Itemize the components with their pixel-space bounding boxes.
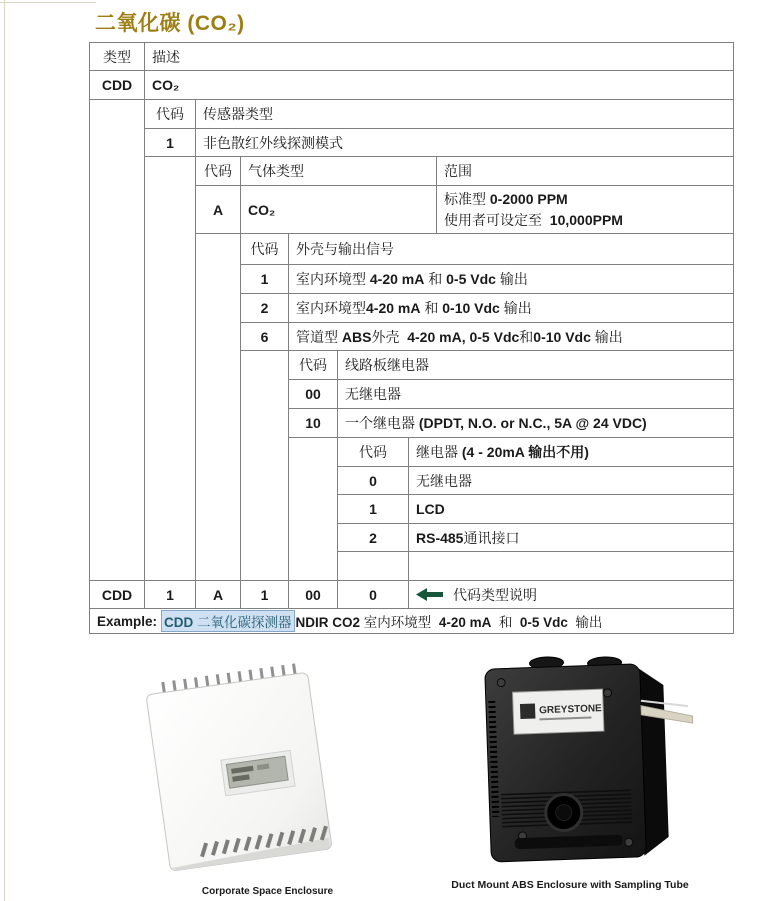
gas-label: 气体类型 <box>241 157 437 186</box>
spacer-col1 <box>90 100 145 581</box>
relay-opt-row-code: 2 <box>338 524 409 552</box>
board-relay-row-code: 10 <box>289 409 338 438</box>
range-header: 范围 <box>437 157 734 186</box>
range-line-1: 标准型 0-2000 PPM <box>444 191 568 207</box>
summary-code: 1 <box>145 581 196 609</box>
spacer-col3 <box>196 234 241 581</box>
relay-opt-code-header: 代码 <box>338 438 409 467</box>
summary-code: 00 <box>289 581 338 609</box>
summary-code: A <box>196 581 241 609</box>
spacer-row-desc <box>409 552 734 581</box>
col-header-desc: 描述 <box>145 43 734 71</box>
board-relay-row-code: 00 <box>289 380 338 409</box>
spacer-col4 <box>241 351 289 581</box>
enclosure-label: 外壳与输出信号 <box>289 234 734 265</box>
example-label: Example: <box>97 613 158 629</box>
relay-opt-row-desc: RS-485 通讯接口 <box>409 524 734 552</box>
spacer-col5 <box>289 438 338 581</box>
duct-enclosure-image <box>458 646 708 878</box>
gas-code-header: 代码 <box>196 157 241 186</box>
relay-opt-row-code: 0 <box>338 467 409 495</box>
board-relay-label: 线路板继电器 <box>338 351 734 380</box>
col-header-type: 类型 <box>90 43 145 71</box>
duct-enclosure-caption: Duct Mount ABS Enclosure with Sampling Tube <box>451 879 689 891</box>
gas-row-gas: CO₂ <box>241 186 437 234</box>
board-relay-row-desc: 一个继电器 (DPDT, N.O. or N.C., 5A @ 24 VDC) <box>338 409 734 438</box>
left-arrow-icon <box>416 588 443 601</box>
gas-row-code: A <box>196 186 241 234</box>
corporate-enclosure-caption: Corporate Space Enclosure <box>201 886 334 897</box>
relay-opt-row-code: 1 <box>338 495 409 524</box>
brand-text: GREYSTONE <box>538 703 602 717</box>
page-title: 二氧化碳 (CO₂) <box>95 12 245 35</box>
summary-code: CDD <box>90 581 145 609</box>
relay-opt-row-desc: LCD <box>409 495 734 524</box>
sensor-row-desc: 非色散红外线探测模式 <box>196 129 734 157</box>
summary-note-cell <box>409 581 734 609</box>
model-code: CDD <box>90 71 145 100</box>
example-highlight: CDD 二氧化碳探测器 <box>161 610 295 632</box>
gas-row-range <box>437 186 734 234</box>
summary-code: 0 <box>338 581 409 609</box>
spacer-col2 <box>145 157 196 581</box>
sensor-code-header: 代码 <box>145 100 196 129</box>
enclosure-row-code: 6 <box>241 323 289 351</box>
page-left-edge-line <box>4 0 5 901</box>
sensor-label: 传感器类型 <box>196 100 734 129</box>
enclosure-row-code: 2 <box>241 294 289 323</box>
sensor-row-code: 1 <box>145 129 196 157</box>
enclosure-row-code: 1 <box>241 265 289 294</box>
example-rest: NDIR CO2 室内环境型 4-20 mA 和 0-5 Vdc 输出 <box>295 615 603 630</box>
gas-port-inner <box>555 804 572 821</box>
board-relay-code-header: 代码 <box>289 351 338 380</box>
summary-code: 1 <box>241 581 289 609</box>
screw <box>625 838 633 846</box>
greystone-label <box>513 689 604 734</box>
enclosure-row-desc: 室内环境型 4-20 mA 和 0-10 Vdc 输出 <box>289 294 734 323</box>
screw <box>497 678 505 686</box>
summary-note: 代码类型说明 <box>453 586 537 603</box>
enclosure-code-header: 代码 <box>241 234 289 265</box>
corporate-enclosure-image <box>112 648 362 886</box>
screw <box>603 689 611 697</box>
enclosure-row-desc: 室内环境型 4-20 mA 和 0-5 Vdc 输出 <box>289 265 734 294</box>
example-row <box>90 609 734 634</box>
range-line-2: 使用者可设定至 10,000PPM <box>444 212 623 228</box>
relay-opt-row-desc: 无继电器 <box>409 467 734 495</box>
model-desc: CO₂ <box>145 71 734 100</box>
spacer-row-code <box>338 552 409 581</box>
board-relay-row-desc: 无继电器 <box>338 380 734 409</box>
enclosure-row-desc: 管道型 ABS 外壳 4-20 mA, 0-5 Vdc 和 0-10 Vdc 输出 <box>289 323 734 351</box>
page-top-edge-line <box>0 2 96 3</box>
ordering-code-table <box>89 42 734 634</box>
relay-opt-label: 继电器 (4 - 20mA 输出不用) <box>409 438 734 467</box>
